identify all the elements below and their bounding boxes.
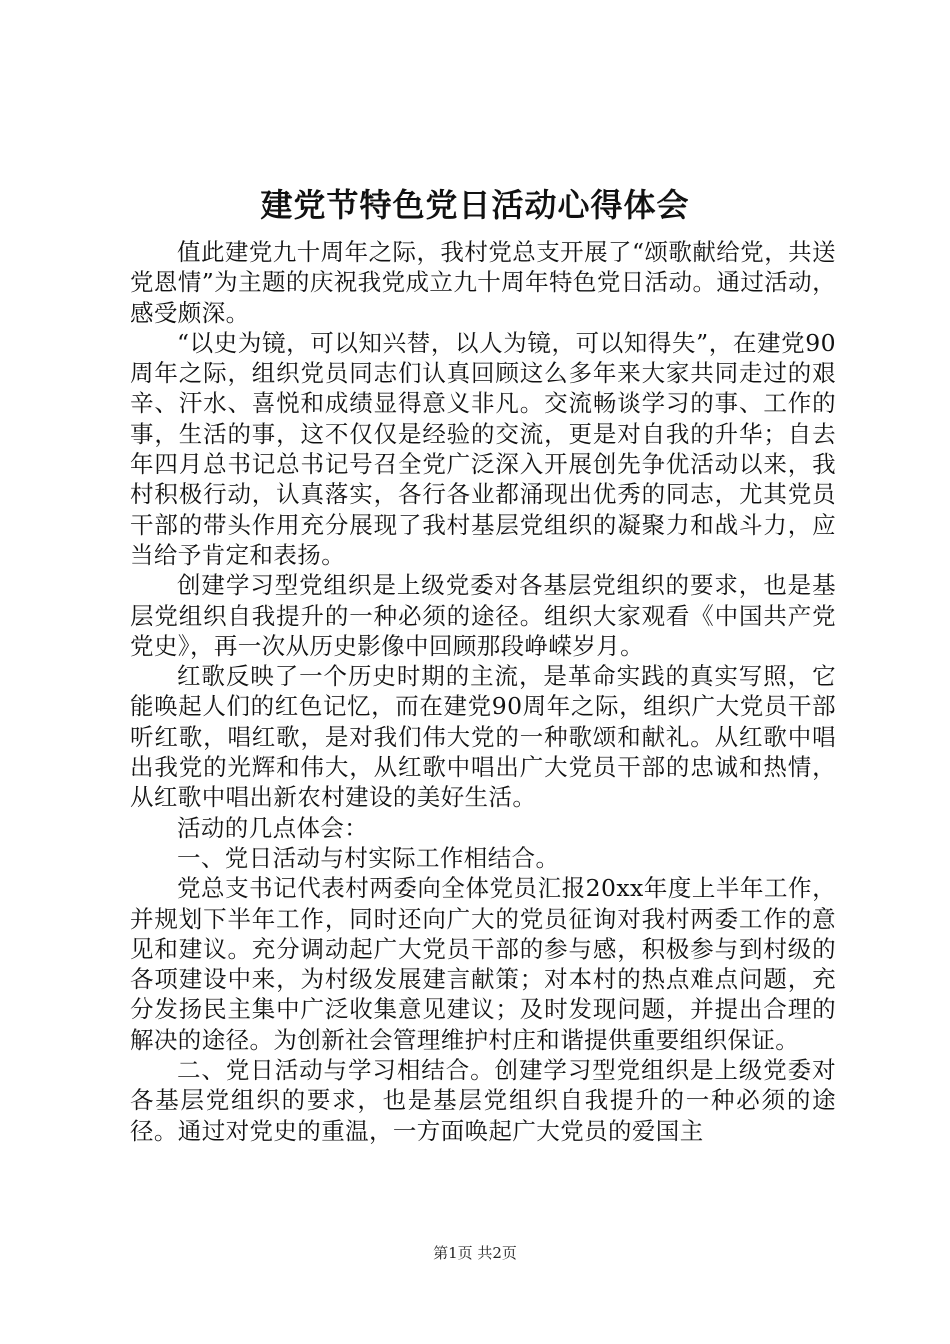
paragraph: 值此建党九十周年之际，我村党总支开展了“颂歌献给党，共送党恩情”为主题的庆祝我党成立九十周年特色党日活动。通过活动，感受颇深。 [130,238,836,327]
document-body [130,237,836,1146]
page-number: 第1页 共2页 [433,1244,517,1262]
paragraph: “以史为镜，可以知兴替，以人为镜，可以知得失”，在建党90周年之际，组织党员同志们认真回顾这么多年来大家共同走过的艰辛、汗水、喜悦和成绩显得意义非凡。交流畅谈学习的事、工作的事，生活的事，这不仅仅是经验的交流，更是对自我的升华；自去年四月总书记总书记号召全党广泛深入开展创先争优活动以来，我村积极行动，认真落实，各行各业都涌现出优秀的同志，尤其党员干部的带头作用充分展现了我村基层党组织的凝聚力和战斗力，应当给予肯定和表扬。 [130,328,836,569]
paragraph: 红歌反映了一个历史时期的主流，是革命实践的真实写照，它能唤起人们的红色记忆，而在建党90周年之际，组织广大党员干部听红歌，唱红歌，是对我们伟大党的一种歌颂和献礼。从红歌中唱出我党的光辉和伟大，从红歌中唱出广大党员干部的忠诚和热情，从红歌中唱出新农村建设的美好生活。 [130,662,836,812]
paragraph: 活动的几点体会： [177,813,369,842]
paragraph: 二、党日活动与学习相结合。创建学习型党组织是上级党委对各基层党组织的要求，也是基层党组织自我提升的一种必须的途径。通过对党史的重温，一方面唤起广大党员的爱国主 [130,1056,836,1145]
paragraph: 创建学习型党组织是上级党委对各基层党组织的要求，也是基层党组织自我提升的一种必须的途径。组织大家观看《中国共产党党史》，再一次从历史影像中回顾那段峥嵘岁月。 [130,571,836,660]
document-title: 建党节特色党日活动心得体会 [260,186,690,224]
section-heading: 一、党日活动与村实际工作相结合。 [177,843,560,872]
paragraph: 党总支书记代表村两委向全体党员汇报20xx年度上半年工作，并规划下半年工作，同时还向广大的党员征询对我村两委工作的意见和建议。充分调动起广大党员干部的参与感，积极参与到村级的各项建设中来，为村级发展建言献策；对本村的热点难点问题，充分发扬民主集中广泛收集意见建议；及时发现问题，并提出合理的解决的途径。为创新社会管理维护村庄和谐提供重要组织保证。 [130,874,836,1054]
